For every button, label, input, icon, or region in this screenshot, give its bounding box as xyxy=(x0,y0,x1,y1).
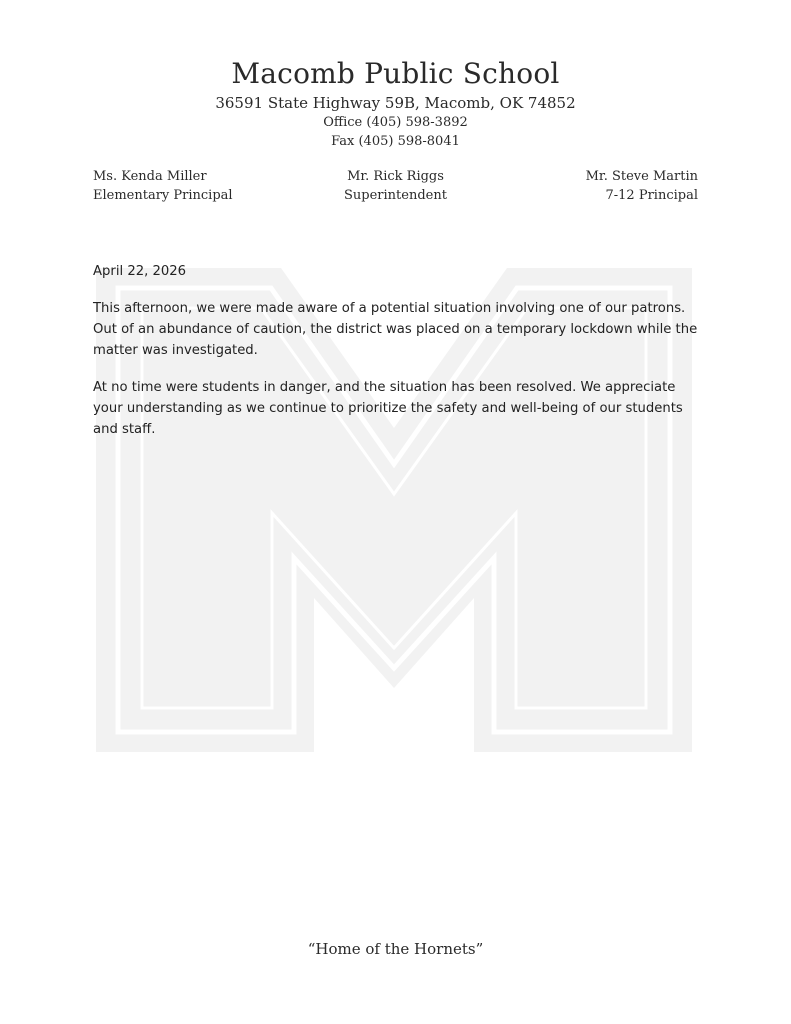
staff-name: Mr. Rick Riggs xyxy=(347,169,444,184)
fax-number: Fax (405) 598-8041 xyxy=(331,134,460,149)
letter-date: April 22, 2026 xyxy=(93,264,187,279)
staff-title: Superintendent xyxy=(344,188,447,203)
school-motto: “Home of the Hornets” xyxy=(307,940,484,958)
letter-body xyxy=(93,261,699,456)
staff-name: Ms. Kenda Miller xyxy=(93,169,207,184)
letter-paragraph: At no time were students in danger, and the situation has been resolved. We appreciate your understanding as we continue to prioritize the safety and well-being of our students and staff. xyxy=(93,380,683,437)
staff-name: Mr. Steve Martin xyxy=(585,169,698,184)
office-phone: Office (405) 598-3892 xyxy=(323,115,468,130)
letterhead xyxy=(0,56,791,151)
letter-paragraph: This afternoon, we were made aware of a potential situation involving one of our patrons. Out of an abundance of caution, the district was placed on a temporary lockdown while the matter was investigated. xyxy=(93,301,698,358)
school-name: Macomb Public School xyxy=(231,57,560,90)
staff-secondary-principal xyxy=(586,167,698,205)
staff-title: 7-12 Principal xyxy=(605,188,698,203)
school-address: 36591 State Highway 59B, Macomb, OK 74852 xyxy=(215,94,576,112)
staff-title: Elementary Principal xyxy=(93,188,233,203)
